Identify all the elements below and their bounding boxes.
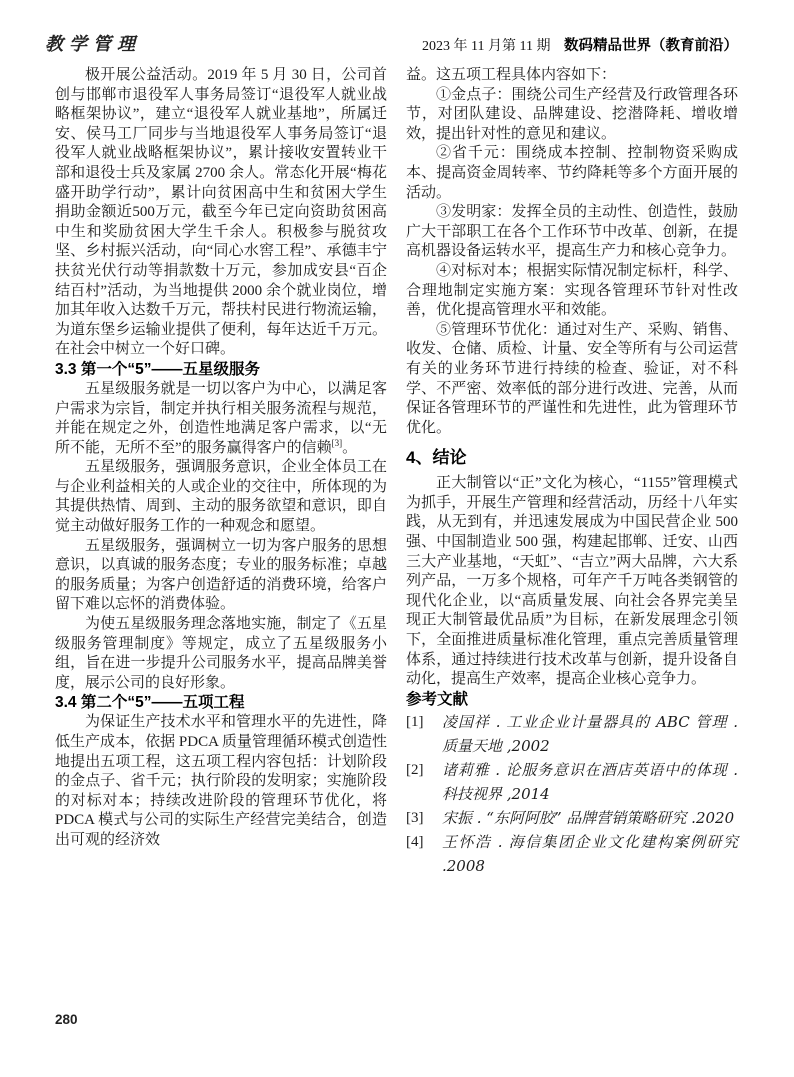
list-item-4: ④对标对本；根据实际情况制定标杆，科学、合理地制定实施方案：实现各管理环节针对性改善，优化提高管理水平和效能。	[406, 262, 738, 319]
paragraph-continuation: 益。这五项工程具体内容如下：	[406, 67, 617, 83]
paragraph-text: 五星级服务就是一切以客户为中心，以满足客户需求为宗旨，制定并执行相关服务流程与规范，并能在规定之外，创造性地满足客户需求，以“无所不能，无所不至”的服务赢得客户的信赖	[55, 380, 387, 456]
reference-number: [4]	[406, 833, 424, 850]
list-item-1: ①金点子：围绕公司生产经营及行政管理各环节，对团队建设、品牌建设、挖潜降耗、增收增效，提出针对性的意见和建议。	[406, 86, 738, 142]
left-column	[55, 66, 387, 878]
issue-info: 2023 年 11 月第 11 期	[422, 39, 551, 54]
header-issue-block	[422, 34, 738, 55]
paragraph: 五星级服务，强调树立一切为客户服务的思想意识，以真诚的服务态度；专业的服务标准；卓越的服务质量；为客户创造舒适的消费环境，给客户留下难以忘怀的消费体验。	[55, 537, 387, 613]
section-heading-4: 4、结论	[406, 448, 467, 468]
page-header	[45, 30, 738, 56]
paragraph: 为使五星级服务理念落地实施，制定了《五星级服务管理制度》等规定，成立了五星级服务小组，旨在进一步提升公司服务水平，提高品牌美誉度，展示公司的良好形象。	[55, 616, 387, 691]
page-number: 280	[55, 1012, 78, 1027]
reference-item	[406, 710, 738, 758]
paragraph	[55, 380, 387, 458]
references-heading: 参考文献	[406, 690, 469, 708]
reference-number: [3]	[406, 809, 424, 826]
citation-mark: [3]	[331, 437, 343, 448]
section-heading-3-3: 3.3 第一个“5”——五星级服务	[55, 360, 260, 378]
reference-text: 王怀浩 . 海信集团企业文化建构案例研究 .2008	[442, 832, 738, 875]
reference-number: [1]	[406, 713, 424, 730]
paragraph: 为保证生产技术水平和管理水平的先进性，降低生产成本，依据 PDCA 质量管理循环模式创造性地提出五项工程，这五项工程内容包括：计划阶段的金点子、省千元；执行阶段的发明家；实施阶段的对标对本；持续改进阶段的管理环节优化，将 PDCA 模式与公司的实际生产经营完美结合，创造出可观的经济效	[55, 714, 387, 848]
reference-text: 凌国祥 . 工业企业计量器具的 ABC 管理 . 质量天地 ,2002	[442, 712, 738, 755]
paragraph-continuation: 极开展公益活动。2019 年 5 月 30 日，公司首创与邯郸市退役军人事务局签订“退役军人就业战略框架协议”，建立“退役军人就业基地”，所属迁安、侯马工厂同步与当地退役军人事务局签订“退役军人就业战略框架协议”，累计接收安置转业干部和退役士兵及家属 2700 余人。常态化开展“梅花盛开助学行动”，累计向贫困高中生和贫困大学生捐助金额近500万元，截至今年已定向资助贫困高中生和奖励贫困大学生千余人。积极参与脱贫攻坚、乡村振兴活动，向“同心水窖工程”、承德丰宁扶贫光伏行动等捐款数十万元，参加成安县“百企结百村”活动，为当地提供 2000 余个就业岗位，增加其年收入达数千万元，帮扶村民进行物流运输，为道东堡乡运输业提供了便利，每年达近千万元。在社会中树立一个好口碑。	[55, 67, 387, 358]
paragraph: 五星级服务，强调服务意识，企业全体员工在与企业利益相关的人或企业的交往中，所体现的为其提供热情、周到、主动的服务欲望和意识，即自觉主动做好服务工作的一种观念和愿望。	[55, 459, 387, 535]
list-item-5: ⑤管理环节优化：通过对生产、采购、销售、收发、仓储、质检、计量、安全等所有与公司运营有关的业务环节进行持续的检查、验证，对不科学、不严密、效率低的部分进行改进、完善，从而保证各管理环节的严谨性和先进性，此为管理环节优化。	[406, 321, 738, 436]
reference-item	[406, 758, 738, 806]
journal-section-label: 教学管理	[45, 34, 141, 55]
reference-number: [2]	[406, 761, 424, 778]
reference-item	[406, 830, 738, 878]
section-heading-3-4: 3.4 第二个“5”——五项工程	[55, 694, 245, 712]
article-body	[55, 66, 738, 878]
reference-text: 诸莉雅 . 论服务意识在酒店英语中的体现 . 科技视界 ,2014	[442, 760, 738, 803]
list-item-3: ③发明家：发挥全员的主动性、创造性，鼓励广大干部职工在各个工作环节中改革、创新，在提高机器设备运转水平，提高生产力和核心竞争力。	[406, 204, 738, 260]
right-column	[406, 66, 738, 878]
journal-name: 数码精品世界（教育前沿）	[564, 38, 738, 54]
conclusion-paragraph: 正大制管以“正”文化为核心，“1155”管理模式为抓手，开展生产管理和经营活动，历经十八年实践，从无到有，并迅速发展成为中国民营企业 500 强、中国制造业 500 强，构建起邯郸、迁安、山西三大产业基地，“天虹”、“吉立”两大品牌，六大系列产品，一万多个规格，可年产千万吨各类钢管的现代化企业，以“高质量发展、向社会各界完美呈现正大制管最优品质”为目标，在新发展理念引领下，全面推进质量标准化管理，重点完善质量管理体系，通过持续进行技术改革与创新，提升设备自动化，提高生产效率，提高企业核心竞争力。	[406, 475, 738, 688]
list-item-2: ②省千元：围绕成本控制、控制物资采购成本、提高资金周转率、节约降耗等多个方面开展的活动。	[406, 145, 738, 201]
paragraph-end: 。	[342, 439, 358, 456]
reference-item	[406, 806, 738, 830]
reference-text: 宋振 . “东阿阿胶” 品牌营销策略研究 .2020	[442, 808, 735, 827]
